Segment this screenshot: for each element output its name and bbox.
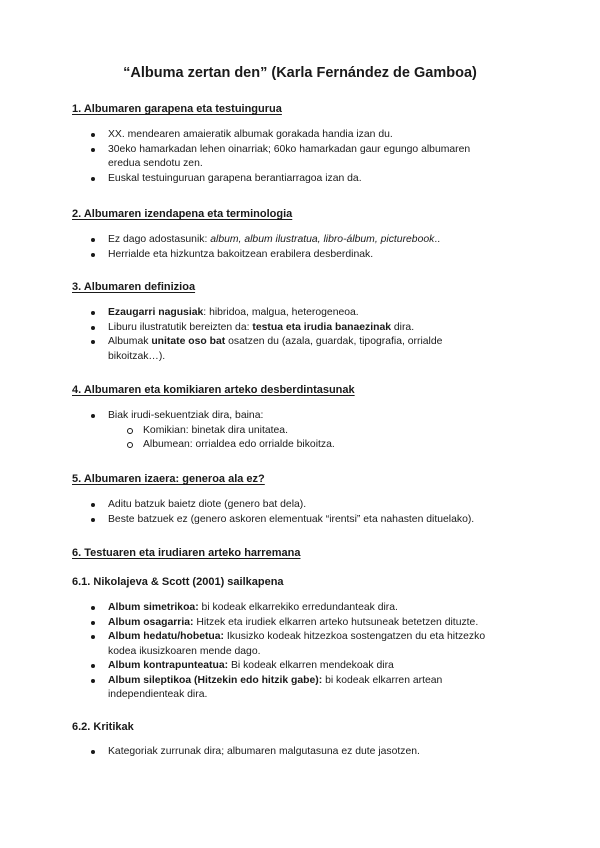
bold-term: Ezaugarri nagusiak [108,307,204,318]
section-3-list [0,306,600,364]
list-item [0,306,600,321]
bullet-text: Beste batzuek ez (genero askoren elementuak “irentsi” eta nahasten dituelako). [108,513,475,525]
section-3-heading: 3. Albumaren definizioa [72,281,196,293]
bullet-text: Bi kodeak elkarren mendekoak dira [228,660,394,671]
section-6-1-heading: 6.1. Nikolajeva & Scott (2001) sailkapena [72,576,284,588]
bullet-text: bi kodeak elkarren artean [322,674,443,686]
bullet-text-continued: independienteak dira. [108,689,208,700]
bullet-text: Ikusizko kodeak hitzezkoa sostengatzen du eta hitzezko [224,631,486,642]
bold-term: Album sileptikoa (Hitzekin edo hitzik gabe): [108,674,323,686]
bold-term: Album simetrikoa: [108,602,199,613]
list-item [0,498,600,513]
bullet-text-continued: bikoitzak…). [108,350,166,362]
bullet-text: bi kodeak elkarrekiko erredundanteak dira. [198,602,398,613]
list-item [0,248,600,263]
bullet-text-end: dira. [391,321,415,333]
list-item [0,745,600,760]
bullet-text: XX. mendearen amaieratik albumak gorakada handia izan du. [108,129,393,140]
section-2-heading: 2. Albumaren izendapena eta terminologia [72,208,293,220]
bullet-text: Biak irudi-sekuentziak dira, baina: [108,410,264,421]
bold-term: Album hedatu/hobetua: [108,631,225,642]
bullet-text-continued: eredua sendotu zen. [108,158,203,169]
bold-term: testua eta irudia banaezinak [252,321,391,333]
bullet-text: Euskal testuinguruan garapena berantiarragoa izan da. [108,172,362,184]
bullet-text: : hibridoa, malgua, heterogeneoa. [203,307,359,318]
section-6-heading: 6. Testuaren eta irudiaren arteko harremana [72,547,301,559]
section-6-2-heading: 6.2. Kritikak [72,721,134,733]
section-6-1-list [0,601,600,703]
section-2-list [0,233,600,262]
section-4-heading: 4. Albumaren eta komikiaren arteko desberdintasunak [72,384,355,396]
bullet-text: Albumak [108,336,152,347]
section-6-2-list [0,745,600,760]
list-item [0,659,600,674]
bullet-text: Albumean: orrialdea edo orrialde bikoitza. [143,439,335,450]
list-item [0,172,600,187]
section-5-heading: 5. Albumaren izaera: generoa ala ez? [72,473,265,485]
sub-list-item [0,438,600,453]
list-item [0,335,600,364]
list-item [0,128,600,143]
bold-term: Album osagarria: [108,616,194,628]
bullet-text-end: .. [434,234,441,245]
bullet-text-end: osatzen du (azala, guardak, tipografia, orrialde [225,336,443,347]
bullet-text: Aditu batzuk baietz diote (genero bat dela). [108,499,307,510]
list-item [0,321,600,336]
bullet-text: Liburu ilustratutik bereizten da: [108,321,253,333]
list-item [0,409,600,424]
bold-term: Album kontrapunteatua: [108,660,229,671]
list-item [0,630,600,659]
bullet-text-continued: kodea ikusizkoaren mende dago. [108,645,261,657]
bullet-text: 30eko hamarkadan lehen oinarriak; 60ko hamarkadan gaur egungo albumaren [108,143,471,155]
bullet-text: Ez dago adostasunik: [108,234,211,245]
section-5-list [0,498,600,527]
list-item [0,616,600,631]
list-item [0,233,600,248]
section-1-heading: 1. Albumaren garapena eta testuingurua [72,103,282,115]
section-4-list [0,409,600,453]
bullet-text: Komikian: binetak dira unitatea. [143,424,288,436]
list-item [0,674,600,703]
list-item [0,513,600,528]
terms-italic: album, album ilustratua, libro-álbum, picturebook [210,234,435,245]
bold-term: unitate oso bat [151,336,226,347]
document-title: “Albuma zertan den” (Karla Fernández de Gamboa) [123,65,477,81]
bullet-text: Herrialde eta hizkuntza bakoitzean erabilera desberdinak. [108,248,374,260]
bullet-text: Kategoriak zurrunak dira; albumaren malgutasuna ez dute jasotzen. [108,746,420,757]
list-item [0,601,600,616]
bullet-text: Hitzek eta irudiek elkarren arteko hutsuneak betetzen dituzte. [193,616,479,628]
list-item [0,143,600,172]
section-1-list [0,128,600,186]
sub-list-item [0,424,600,439]
